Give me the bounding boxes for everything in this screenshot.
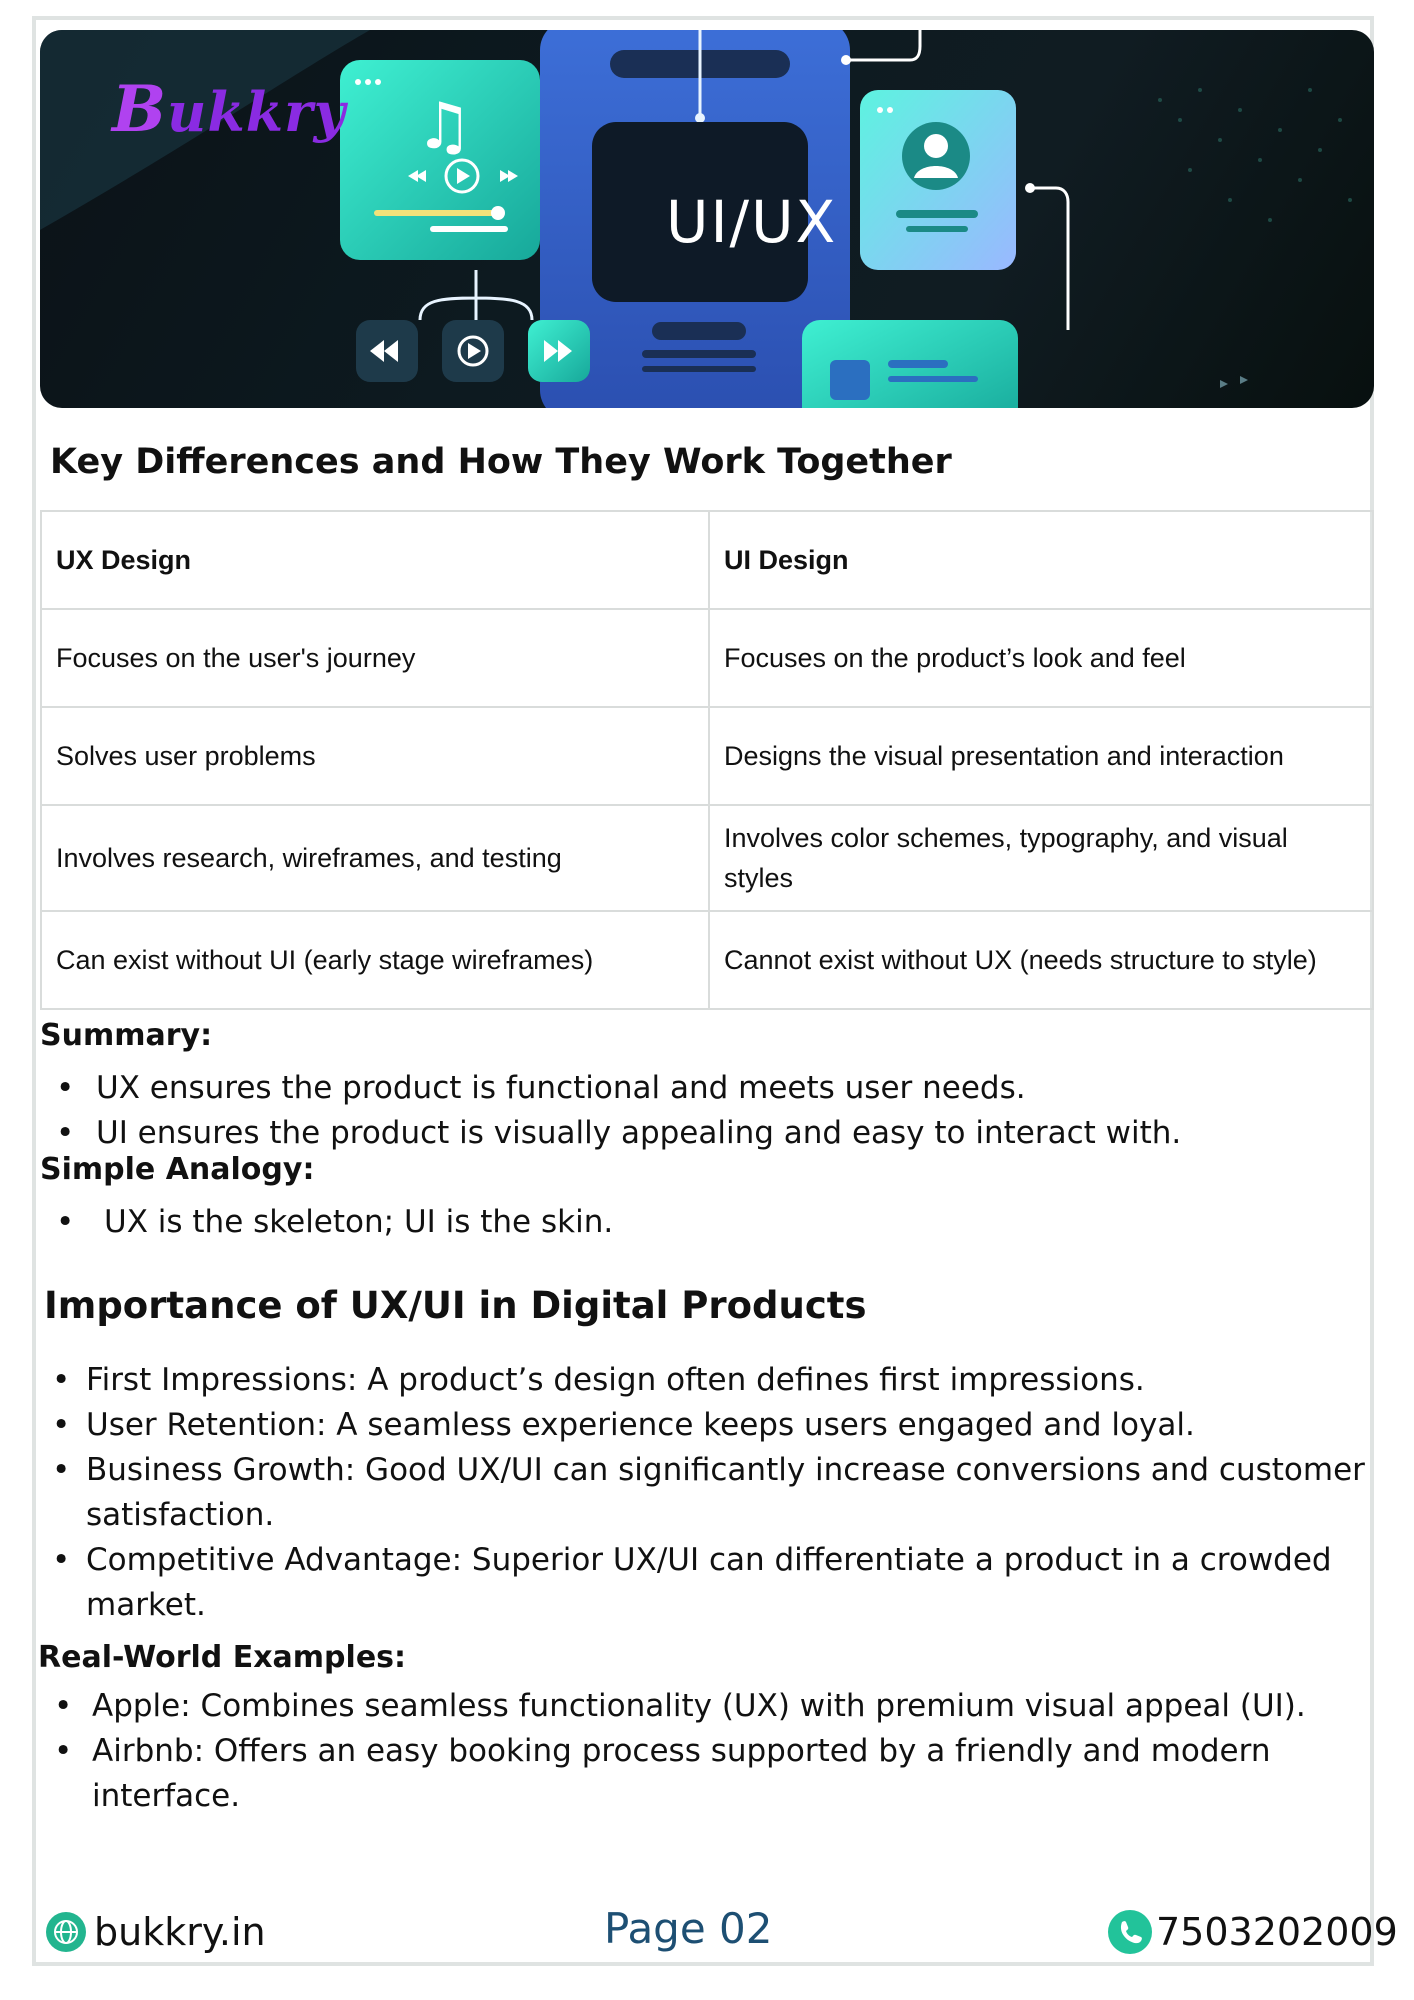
globe-icon [46, 1912, 86, 1952]
table-cell: Designs the visual presentation and interaction [709, 707, 1373, 805]
table-cell: Focuses on the user's journey [41, 609, 709, 707]
footer-website[interactable] [46, 1910, 266, 1954]
table-header-row [41, 511, 1373, 609]
phone-number[interactable]: 7503202009 [1156, 1910, 1398, 1954]
music-note-icon: ♫ [415, 90, 473, 164]
uiux-label: UI/UX [666, 188, 838, 256]
table-cell: Involves color schemes, typography, and visual styles [709, 805, 1373, 911]
table-cell: Can exist without UI (early stage wireframes) [41, 911, 709, 1009]
page-number: Page 02 [604, 1904, 773, 1953]
summary-label: Summary: [40, 1018, 213, 1053]
table-row [41, 805, 1373, 911]
list-item: • UX is the skeleton; UI is the skin. [56, 1200, 613, 1245]
list-item: • UX ensures the product is functional and meets user needs. [56, 1066, 1181, 1111]
table-header-cell: UX Design [41, 511, 709, 609]
importance-list [48, 1358, 1368, 1628]
analogy-label: Simple Analogy: [40, 1152, 315, 1187]
comparison-table [40, 510, 1374, 1010]
table-cell: Solves user problems [41, 707, 709, 805]
table-row [41, 911, 1373, 1009]
summary-list [56, 1066, 1181, 1156]
list-item: • Business Growth: Good UX/UI can significantly increase conversions and customer satisfaction. [48, 1448, 1368, 1538]
table-row [41, 707, 1373, 805]
list-item: • User Retention: A seamless experience keeps users engaged and loyal. [48, 1403, 1368, 1448]
brand-logo: Bukkry [112, 72, 347, 147]
table-cell: Focuses on the product’s look and feel [709, 609, 1373, 707]
dot-texture [1158, 88, 1352, 222]
footer-phone[interactable] [1108, 1910, 1398, 1954]
list-item: • Apple: Combines seamless functionality (UX) with premium visual appeal (UI). [48, 1684, 1368, 1729]
list-item: • UI ensures the product is visually appealing and easy to interact with. [56, 1111, 1181, 1156]
list-item: • Competitive Advantage: Superior UX/UI can differentiate a product in a crowded market. [48, 1538, 1368, 1628]
analogy-list [56, 1200, 613, 1245]
hero-banner [40, 30, 1374, 408]
list-item: • Airbnb: Offers an easy booking process supported by a friendly and modern interface. [48, 1729, 1368, 1819]
table-cell: Involves research, wireframes, and testing [41, 805, 709, 911]
examples-list [48, 1684, 1368, 1819]
table-row [41, 609, 1373, 707]
list-item: • First Impressions: A product’s design often defines first impressions. [48, 1358, 1368, 1403]
table-cell: Cannot exist without UX (needs structure to style) [709, 911, 1373, 1009]
table-header-cell: UI Design [709, 511, 1373, 609]
website-link[interactable]: bukkry.in [94, 1910, 266, 1954]
examples-label: Real-World Examples: [38, 1640, 407, 1675]
section-title-importance: Importance of UX/UI in Digital Products [44, 1284, 867, 1327]
section-title-differences: Key Differences and How They Work Together [50, 442, 952, 482]
phone-icon [1108, 1910, 1152, 1954]
